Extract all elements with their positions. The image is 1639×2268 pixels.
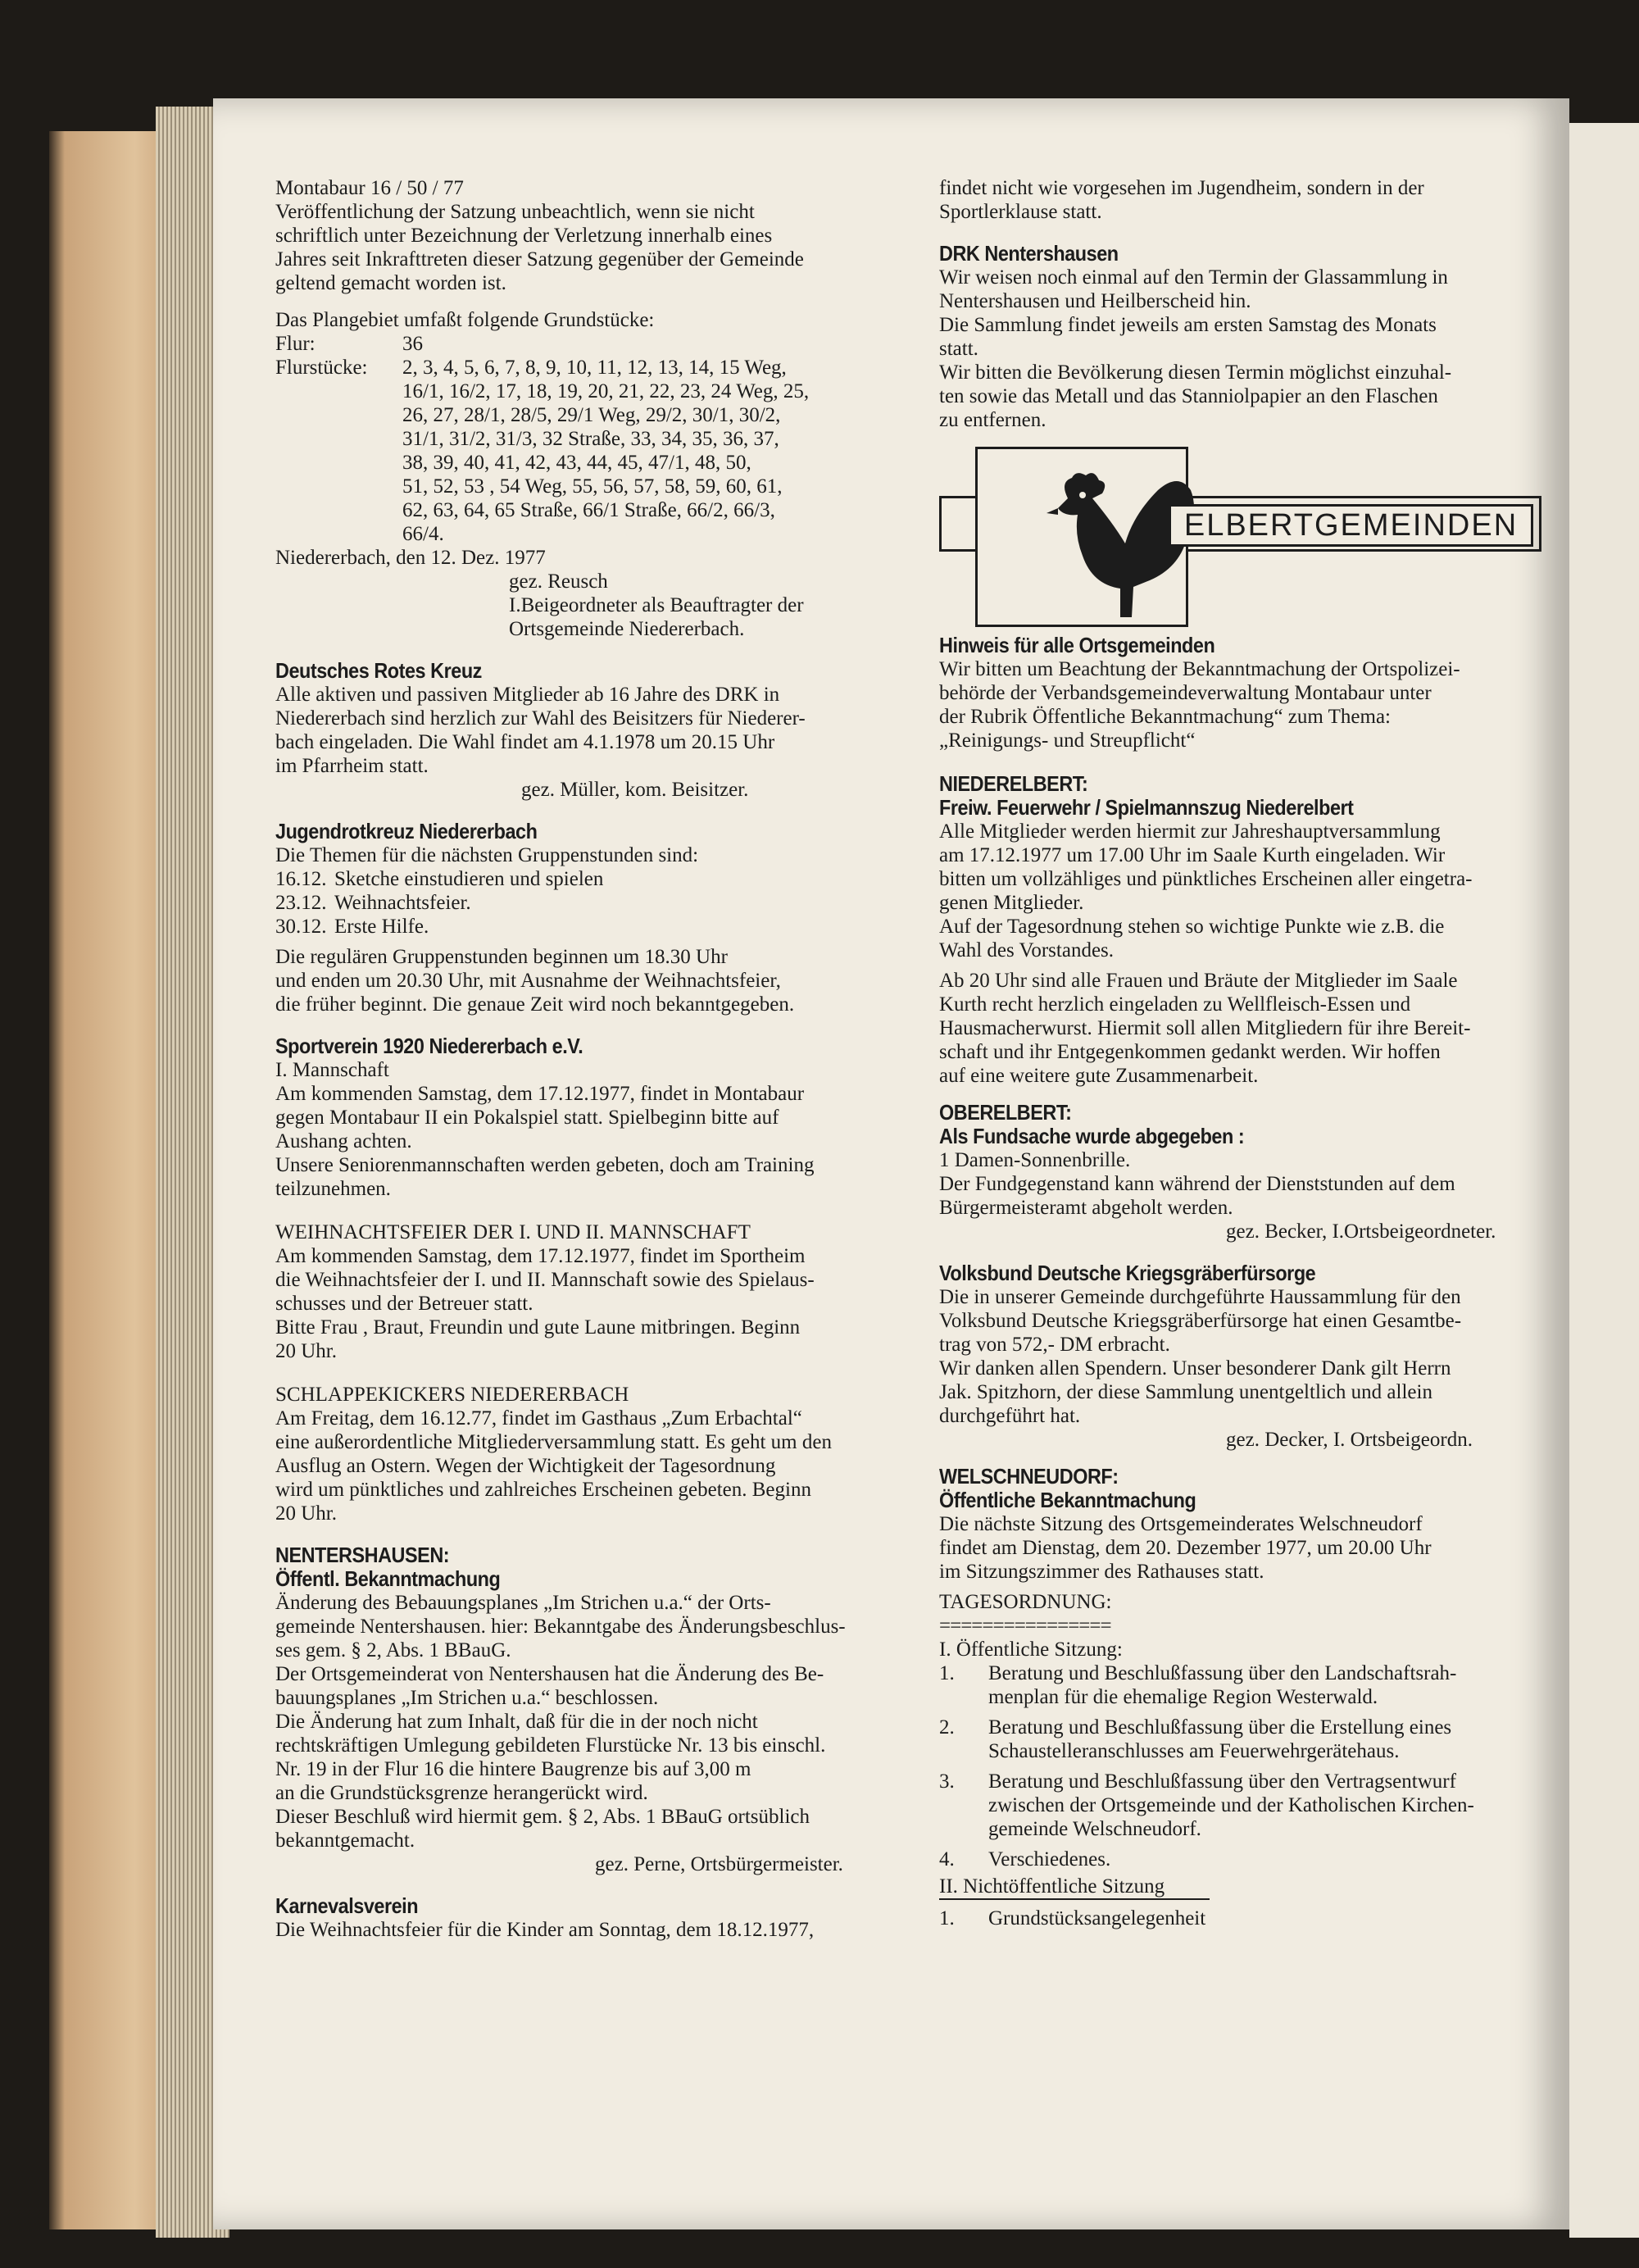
section-heading-jrk: Jugendrotkreuz Niedererbach <box>275 819 538 843</box>
section-heading-hinweis: Hinweis für alle Ortsgemeinden <box>939 633 1215 657</box>
section-heading-sportverein: Sportverein 1920 Niedererbach e.V. <box>275 1034 583 1058</box>
flurstuecke-value: 2, 3, 4, 5, 6, 7, 8, 9, 10, 11, 12, 13, 14, 15 Weg, 16/1, 16/2, 17, 18, 19, 20, 21, 22, 23, 24 Weg, 25, 26, 27, 28/1, 28/5, 29/1 Weg, 29/2, 30/1, 30/2, 31/1, 31/2, 31/3, 32 Straße, 33, 34, 35, 36, 37, 38, 39, 40, 41, 42, 43, 44, 45, 47/1, 48, 50, 51, 52, 53 , 54 Weg, 55, 56, 57, 58, 59, 60, 61, 62, 63, 64, 65 Straße, 66/1 Straße, 66/2, 66/3, 66/4. <box>402 357 810 545</box>
jrk-date: 16.12. <box>275 868 327 890</box>
oberelbert-text: 1 Damen-Sonnenbrille. Der Fundgegenstand kann während der Dienststunden auf dem Bürgermeisteramt abgeholt werden. <box>939 1149 1455 1219</box>
section-subheading-bekanntmachung: Öffentl. Bekanntmachung <box>275 1566 501 1591</box>
section-heading-oberelbert: OBERELBERT: <box>939 1100 1072 1125</box>
jrk-topic: Weihnachtsfeier. <box>334 892 471 914</box>
signature-reusch: gez. Reusch I.Beigeordneter als Beauftragter der Ortsgemeinde Niedererbach. <box>509 570 804 640</box>
niederelbert-text-1: Alle Mitglieder werden hiermit zur Jahreshauptversammlung am 17.12.1977 um 17.00 Uhr im Saale Kurth eingeladen. Wir bitten um vollzähliges und pünktliches Erscheinen aller eingetra- genen Mitglieder. Auf der Tagesordnung stehen so wichtige Punkte wie z.B. die Wahl des Vorstandes. <box>939 820 1473 961</box>
drk-nentershausen-text: Wir weisen noch einmal auf den Termin der Glassammlung in Nentershausen und Heilberscheid hin. Die Sammlung findet jeweils am ersten Samstag des Monats statt. Wir bitten die Bevölkerung diesen Termin möglichst einzuhal- ten sowie das Metall und das Stanniolpapier an den Flaschen zu entfernen. <box>939 266 1452 431</box>
newspaper-page <box>213 98 1569 2229</box>
flur-value: 36 <box>402 333 423 355</box>
agenda-number: 1. <box>939 1662 955 1684</box>
schlappekickers-text: SCHLAPPEKICKERS NIEDERERBACH Am Freitag, dem 16.12.77, findet im Gasthaus „Zum Erbachtal“ eine außerordentliche Mitgliederversammlung statt. Es geht um den Ausflug an Ostern. Wegen der Wichtigkeit der Tagesordnung wird um pünktliches und zahlreiches Erscheinen gebeten. Beginn 20 Uhr. <box>275 1384 832 1525</box>
page-header: Montabaur 16 / 50 / 77 <box>275 177 464 199</box>
volksbund-text: Die in unserer Gemeinde durchgeführte Haussammlung für den Volksbund Deutsche Kriegsgräberfürsorge hat einen Gesamtbe- trag von 572,- DM erbracht. Wir danken allen Spendern. Unser besonderer Dank gilt Herrn Jak. Spitzhorn, der diese Sammlung unentgeltlich und allein durchgeführt hat. <box>939 1286 1462 1427</box>
flur-row <box>275 332 931 356</box>
plan-intro: Das Plangebiet umfaßt folgende Grundstücke: <box>275 309 655 331</box>
agenda-item <box>939 1848 1550 1871</box>
continuation-text: findet nicht wie vorgesehen im Jugendheim, sondern in der Sportlerklause statt. <box>939 177 1424 223</box>
public-session-title: I. Öffentliche Sitzung: <box>939 1639 1123 1661</box>
section-heading-karnevalsverein: Karnevalsverein <box>275 1893 419 1918</box>
rooster-box <box>975 447 1188 627</box>
welschneudorf-text: Die nächste Sitzung des Ortsgemeinderates Welschneudorf findet am Dienstag, dem 20. Dezember 1977, um 20.00 Uhr im Sitzungszimmer des Rathauses statt. <box>939 1513 1432 1583</box>
agenda-item <box>939 1770 1550 1841</box>
section-heading-drk-nentershausen: DRK Nentershausen <box>939 241 1119 266</box>
drk-text: Alle aktiven und passiven Mitglieder ab 16 Jahre des DRK in Niedererbach sind herzlich zur Wahl des Beisitzers für Niederer- bach eingeladen. Die Wahl findet am 4.1.1978 um 20.15 Uhr im Pfarrheim statt. <box>275 684 806 777</box>
agenda-item <box>939 1716 1550 1763</box>
volksbund-signature: gez. Decker, I. Ortsbeigeordn. <box>1226 1429 1473 1451</box>
jrk-item <box>275 891 931 915</box>
karnevalsverein-text: Die Weihnachtsfeier für die Kinder am Sonntag, dem 18.12.1977, <box>275 1919 815 1941</box>
adjacent-page-strip <box>1569 123 1639 2238</box>
left-column <box>275 176 931 1942</box>
agenda-number: 3. <box>939 1770 955 1793</box>
intro-paragraph: Veröffentlichung der Satzung unbeachtlich, wenn sie nicht schriftlich unter Bezeichnung der Verletzung innerhalb eines Jahres seit Inkrafttreten dieser Satzung gegenüber der Gemeinde geltend gemacht worden ist. <box>275 201 804 294</box>
section-heading-drk: Deutsches Rotes Kreuz <box>275 658 482 683</box>
section-subheading-feuerwehr: Freiw. Feuerwehr / Spielmannszug Niederelbert <box>939 795 1354 820</box>
flur-label: Flur: <box>275 333 316 355</box>
flurstuecke-row <box>275 356 931 546</box>
weihnachtsfeier-text: WEIHNACHTSFEIER DER I. UND II. MANNSCHAFT Am kommenden Samstag, dem 17.12.1977, findet im Sportheim die Weihnachtsfeier der I. und II. Mannschaft sowie des Spielaus- schusses und der Betreuer statt. Bitte Frau , Braut, Freundin und gute Laune mitbringen. Beginn 20 Uhr. <box>275 1221 815 1362</box>
agenda-text: Grundstücksangelegenheit <box>988 1907 1206 1929</box>
jrk-item <box>275 867 931 891</box>
jrk-date: 23.12. <box>275 892 327 914</box>
nentershausen-signature: gez. Perne, Ortsbürgermeister. <box>595 1853 843 1875</box>
jrk-item <box>275 915 931 939</box>
agenda-title: TAGESORDNUNG: <box>939 1591 1112 1613</box>
agenda-number: 1. <box>939 1907 955 1929</box>
agenda-rule: ================ <box>939 1615 1111 1637</box>
section-heading-nentershausen: NENTERSHAUSEN: <box>275 1543 450 1567</box>
jrk-topic: Sketche einstudieren und spielen <box>334 868 604 890</box>
niederelbert-text-2: Ab 20 Uhr sind alle Frauen und Bräute der Mitglieder im Saale Kurth recht herzlich eingeladen zu Wellfleisch-Essen und Hausmacherwurst. Hiermit soll allen Mitgliedern für ihre Bereit- schaft und ihr Entgegenkommen gedankt werden. Wir hoffen auf eine weitere gute Zusammenarbeit. <box>939 970 1471 1087</box>
private-agenda-item <box>939 1907 1550 1930</box>
jrk-note: Die regulären Gruppenstunden beginnen um 18.30 Uhr und enden um 20.30 Uhr, mit Ausnahme der Weihnachtsfeier, die früher beginnt. Die genaue Zeit wird noch bekanntgegeben. <box>275 946 795 1016</box>
oberelbert-signature: gez. Becker, I.Ortsbeigeordneter. <box>1226 1220 1496 1243</box>
private-session-title: II. Nichtöffentliche Sitzung <box>939 1875 1210 1900</box>
section-heading-welschneudorf: WELSCHNEUDORF: <box>939 1464 1119 1489</box>
flurstuecke-label: Flurstücke: <box>275 357 368 379</box>
agenda-number: 4. <box>939 1848 955 1870</box>
jrk-date: 30.12. <box>275 916 327 938</box>
elbertgemeinden-emblem <box>939 447 1550 627</box>
agenda-item <box>939 1661 1550 1709</box>
section-subheading-oeffentliche-bekanntmachung: Öffentliche Bekanntmachung <box>939 1488 1196 1512</box>
right-column <box>939 176 1550 1930</box>
date-line: Niedererbach, den 12. Dez. 1977 <box>275 547 546 569</box>
agenda-text: Verschiedenes. <box>988 1848 1111 1870</box>
hinweis-text: Wir bitten um Beachtung der Bekanntmachung der Ortspolizei- behörde der Verbandsgemeindeverwaltung Montabaur unter der Rubrik Öffentliche Bekanntmachung“ zum Thema: „Reinigungs- und Streupflicht“ <box>939 658 1460 752</box>
agenda-number: 2. <box>939 1716 955 1738</box>
drk-signature: gez. Müller, kom. Beisitzer. <box>521 779 749 801</box>
sportverein-text: I. Mannschaft Am kommenden Samstag, dem 17.12.1977, findet in Montabaur gegen Montabaur II ein Pokalspiel statt. Spielbeginn bitte auf Aushang achten. Unsere Seniorenmannschaften werden gebeten, doch am Training teilzunehmen. <box>275 1059 815 1200</box>
jrk-topic: Erste Hilfe. <box>334 916 429 938</box>
section-heading-volksbund: Volksbund Deutsche Kriegsgräberfürsorge <box>939 1261 1316 1285</box>
section-heading-niederelbert: NIEDERELBERT: <box>939 771 1088 796</box>
emblem-title: ELBERTGEMEINDEN <box>1169 504 1533 547</box>
jrk-intro: Die Themen für die nächsten Gruppenstunden sind: <box>275 844 699 866</box>
agenda-text: Beratung und Beschlußfassung über den Vertragsentwurf zwischen der Ortsgemeinde und der Katholischen Kirchen- gemeinde Welschneudorf. <box>988 1770 1474 1840</box>
agenda-text: Beratung und Beschlußfassung über den Landschaftsrah- menplan für die ehemalige Region Westerwald. <box>988 1662 1457 1708</box>
section-subheading-fundsache: Als Fundsache wurde abgegeben : <box>939 1124 1245 1148</box>
agenda-text: Beratung und Beschlußfassung über die Erstellung eines Schaustelleranschlusses am Feuerwehrgerätehaus. <box>988 1716 1452 1762</box>
nentershausen-text: Änderung des Bebauungsplanes „Im Strichen u.a.“ der Orts- gemeinde Nentershausen. hier: Bekanntgabe des Änderungsbeschlus- ses gem. § 2, Abs. 1 BBauG. Der Ortsgemeinderat von Nentershausen hat die Änderung des Be- bauungsplanes „Im Strichen u.a.“ beschlossen. Die Änderung hat zum Inhalt, daß für die in der noch nicht rechtskräftigen Umlegung gebildeten Flurstücke Nr. 13 bis einschl. Nr. 19 in der Flur 16 die hintere Baugrenze bis auf 3,00 m an die Grundstücksgrenze herangerückt wird. Dieser Beschluß wird hiermit gem. § 2, Abs. 1 BBauG ortsüblich bekanntgemacht. <box>275 1592 846 1852</box>
